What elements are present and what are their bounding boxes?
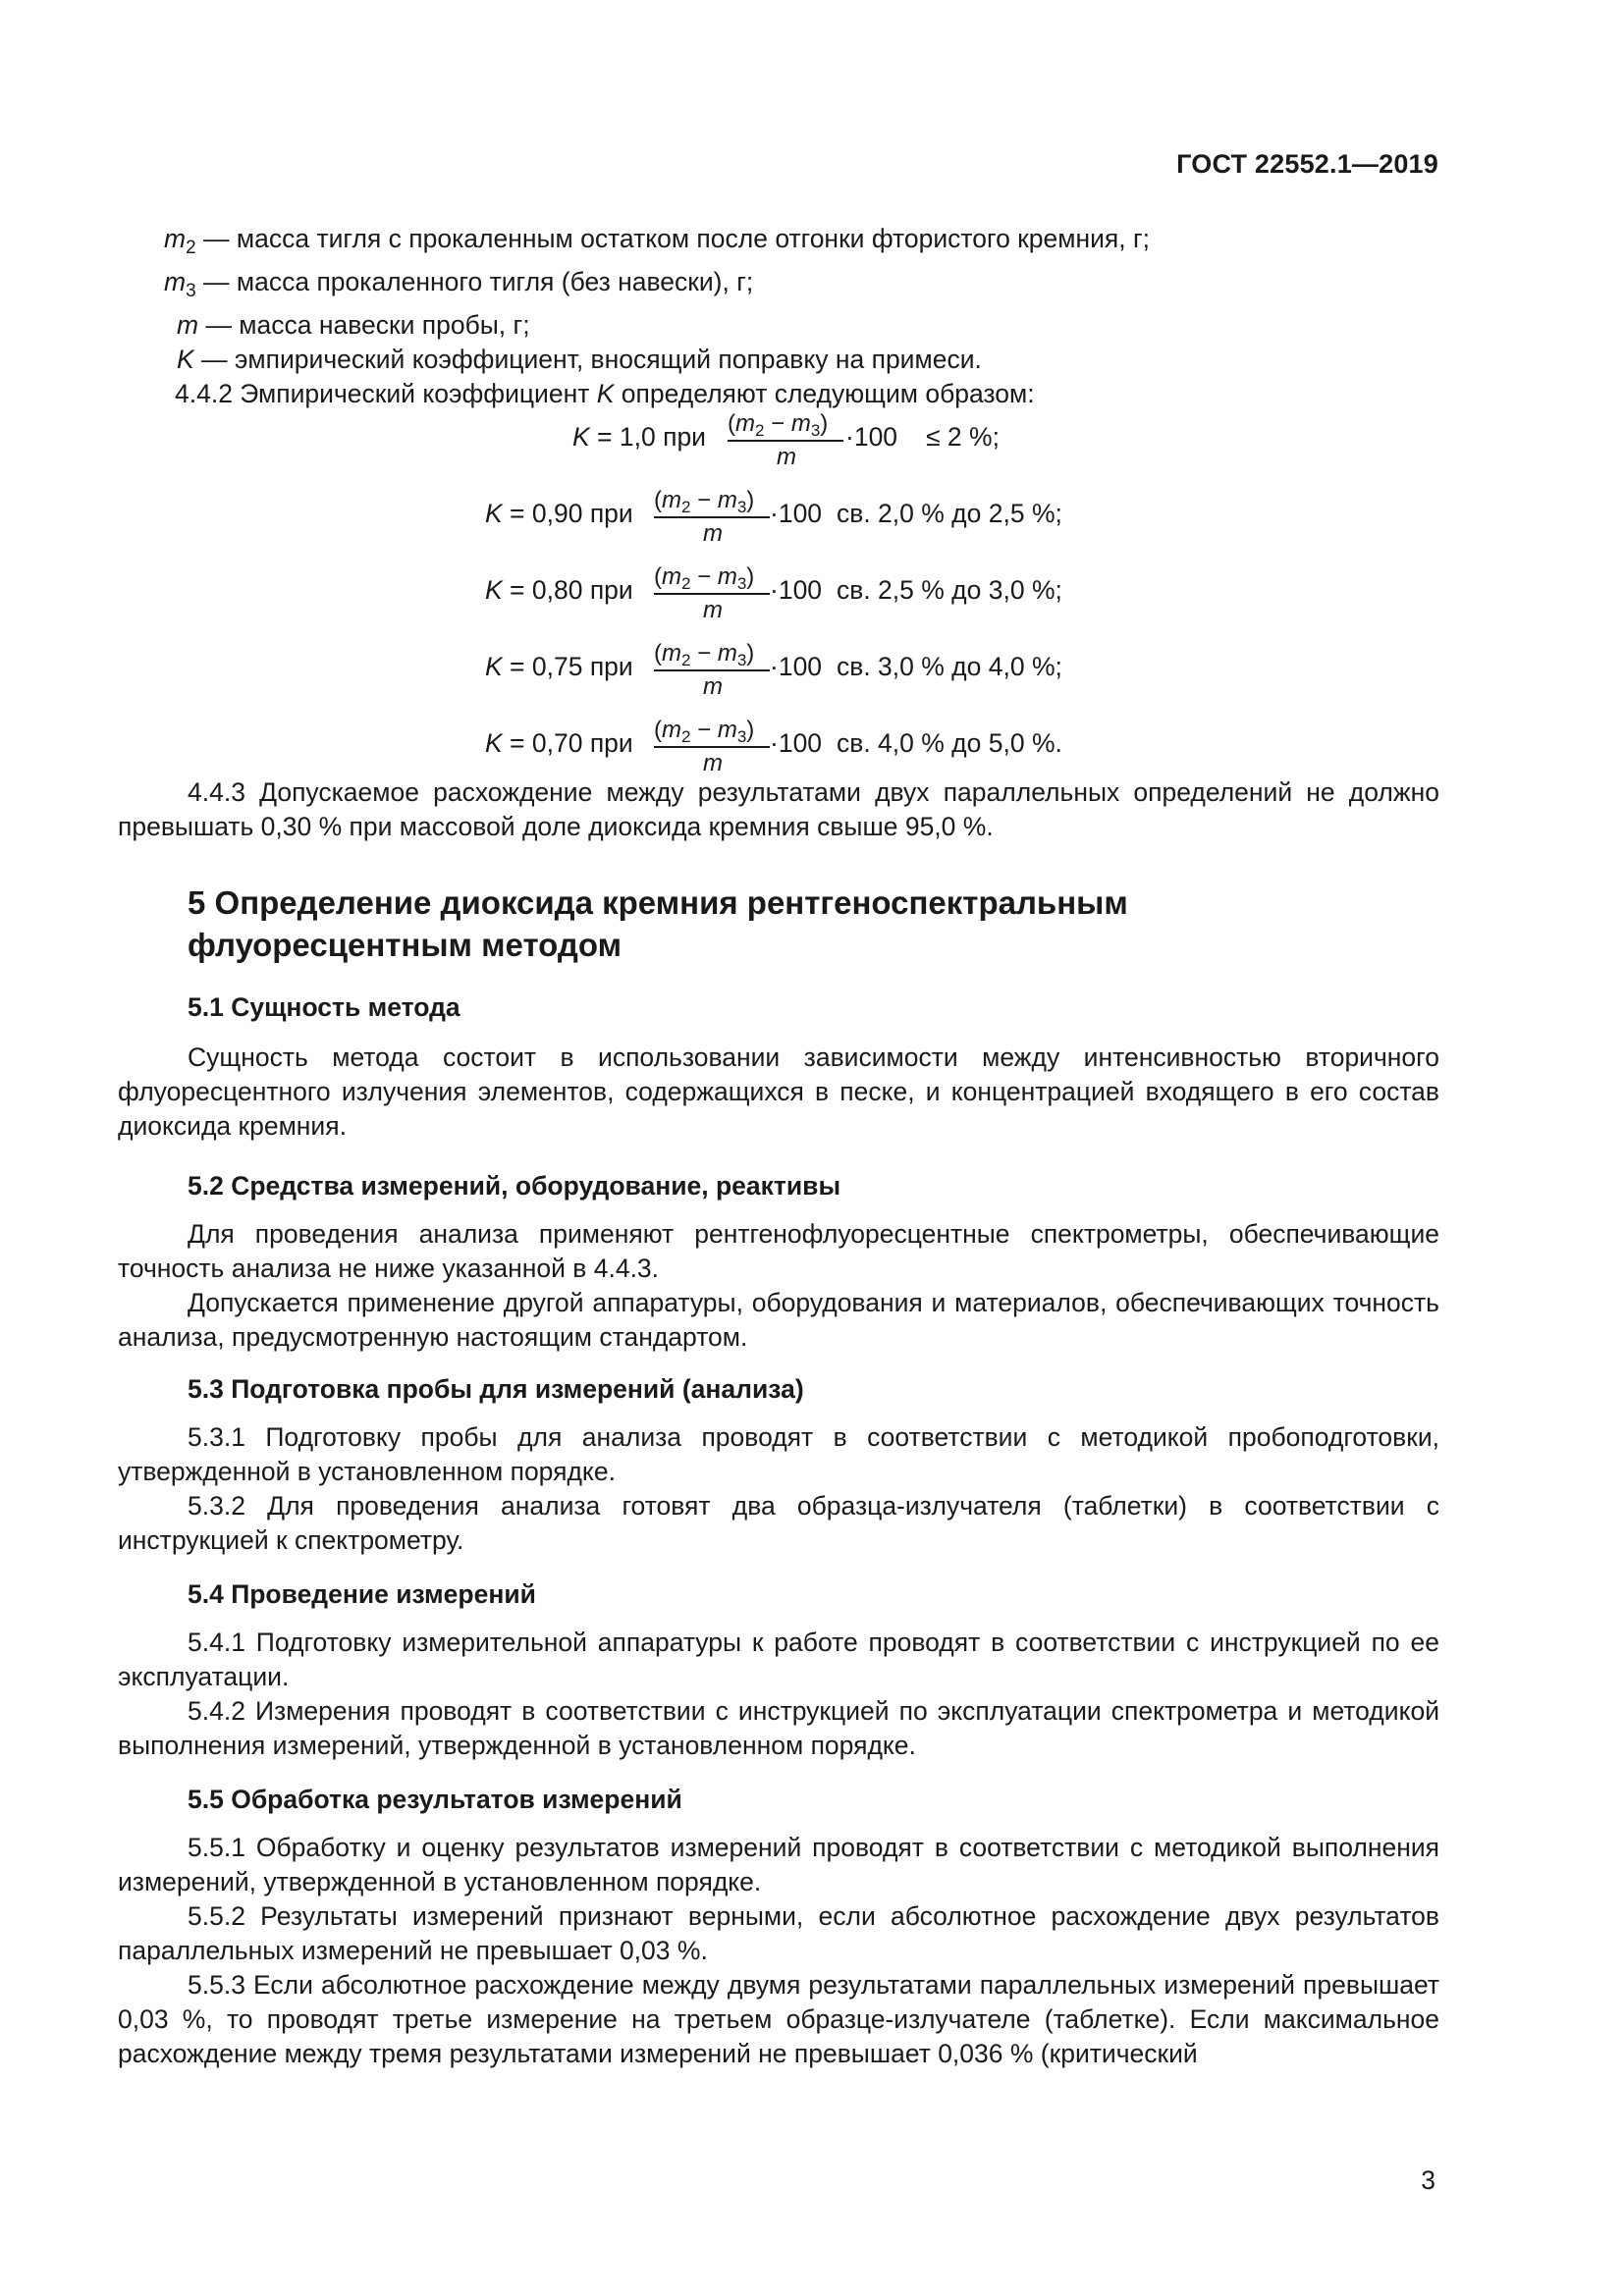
subsection-5-4-body <box>118 1626 1439 1763</box>
subsection-5-5-body <box>118 1831 1439 2071</box>
paragraph: 5.5.2 Результаты измерений признают верными, если абсолютное расхождение двух результатов параллельных измерений не превышает 0,03 %. <box>118 1901 1439 1965</box>
formula-k-0-70: K = 0,70 при $(m_2 - m_3)$ m ·100 св. 4,0 % до 5,0 %. <box>485 717 1062 776</box>
page-number: 3 <box>1421 2165 1435 2195</box>
subsection-5-2-title: 5.2 Средства измерений, оборудование, реактивы <box>188 1171 841 1201</box>
paragraph: 5.4.2 Измерения проводят в соответствии с инструкцией по эксплуатации спектрометра и методикой выполнения измерений, утвержденной в установленном порядке. <box>118 1696 1439 1760</box>
paragraph: 5.3.2 Для проведения анализа готовят два образца-излучателя (таблетки) в соответствии с инструкцией к спектрометру. <box>118 1491 1439 1555</box>
definitions-list <box>118 222 1439 411</box>
paragraph-4-4-3: 4.4.3 Допускаемое расхождение между результатами двух параллельных определений не должно превышать 0,30 % при массовой доле диоксида кремния свыше 95,0 %. <box>118 777 1439 841</box>
definition-k: K — эмпирический коэффициент, вносящий поправку на примеси. <box>177 345 982 374</box>
formula-k-0-90: K = 0,90 при $(m_2 - m_3)$ m ·100 св. 2,0 % до 2,5 %; <box>485 487 1062 547</box>
section-5-title: 5 Определение диоксида кремния рентгеноспектральным флуоресцентным методом <box>188 884 1128 963</box>
subsection-5-3-title: 5.3 Подготовка пробы для измерений (анализа) <box>188 1374 804 1404</box>
paragraph-4-4-3-block <box>118 775 1439 844</box>
paragraph: Допускается применение другой аппаратуры, оборудования и материалов, обеспечивающих точность анализа, предусмотренную настоящим стандартом. <box>118 1288 1439 1352</box>
paragraph: Для проведения анализа применяют рентгенофлуоресцентные спектрометры, обеспечивающие точность анализа не ниже указанной в 4.4.3. <box>118 1219 1439 1283</box>
paragraph: 5.3.1 Подготовку пробы для анализа проводят в соответствии с методикой пробоподготовки, утвержденной в установленном порядке. <box>118 1422 1439 1486</box>
formula-k-0-80: K = 0,80 при $(m_2 - m_3)$ m ·100 св. 2,5 % до 3,0 %; <box>485 563 1062 623</box>
paragraph: 5.5.1 Обработку и оценку результатов измерений проводят в соответствии с методикой выполнения измерений, утвержденной в установленном порядке. <box>118 1833 1439 1896</box>
definition-m: m — масса навески пробы, г; <box>177 310 530 340</box>
definition-m2: $m_2$ — масса тигля с прокаленным остатком после отгонки фтористого кремния, г; <box>164 224 1151 258</box>
paragraph: Сущность метода состоит в использовании зависимости между интенсивностью вторичного флуоресцентного излучения элементов, содержащихся в песке, и концентрацией входящего в его состав диоксида кремния. <box>118 1042 1439 1141</box>
subsection-5-5-title: 5.5 Обработка результатов измерений <box>188 1785 682 1814</box>
subsection-5-3-body <box>118 1420 1439 1558</box>
subsection-5-4-title: 5.4 Проведение измерений <box>188 1579 536 1609</box>
subsection-5-2-body <box>118 1217 1439 1355</box>
standard-code: ГОСТ 22552.1—2019 <box>1176 149 1438 179</box>
paragraph: 5.5.3 Если абсолютное расхождение между двумя результатами параллельных измерений превышает 0,03 %, то проводят третье измерение на третьем образце-излучателе (таблетке). Если максимальное расхождение между тремя результатами измерений не превышает 0,036 % (критический <box>118 1970 1439 2068</box>
paragraph-4-4-2: 4.4.2 Эмпирический коэффициент K определяют следующим образом: <box>175 379 1035 408</box>
formula-k-0-75: K = 0,75 при $(m_2 - m_3)$ m ·100 св. 3,0 % до 4,0 %; <box>485 640 1062 700</box>
formula-k-1-0: K = 1,0 при $(m_2 - m_3)$ m ·100 ≤ 2 %; <box>572 410 1000 470</box>
subsection-5-1-body <box>118 1041 1439 1144</box>
paragraph: 5.4.1 Подготовку измерительной аппаратуры к работе проводят в соответствии с инструкцией по ее эксплуатации. <box>118 1628 1439 1691</box>
subsection-5-1-title: 5.1 Сущность метода <box>188 992 460 1022</box>
definition-m3: $m_3$ — масса прокаленного тигля (без навески), г; <box>164 267 754 301</box>
